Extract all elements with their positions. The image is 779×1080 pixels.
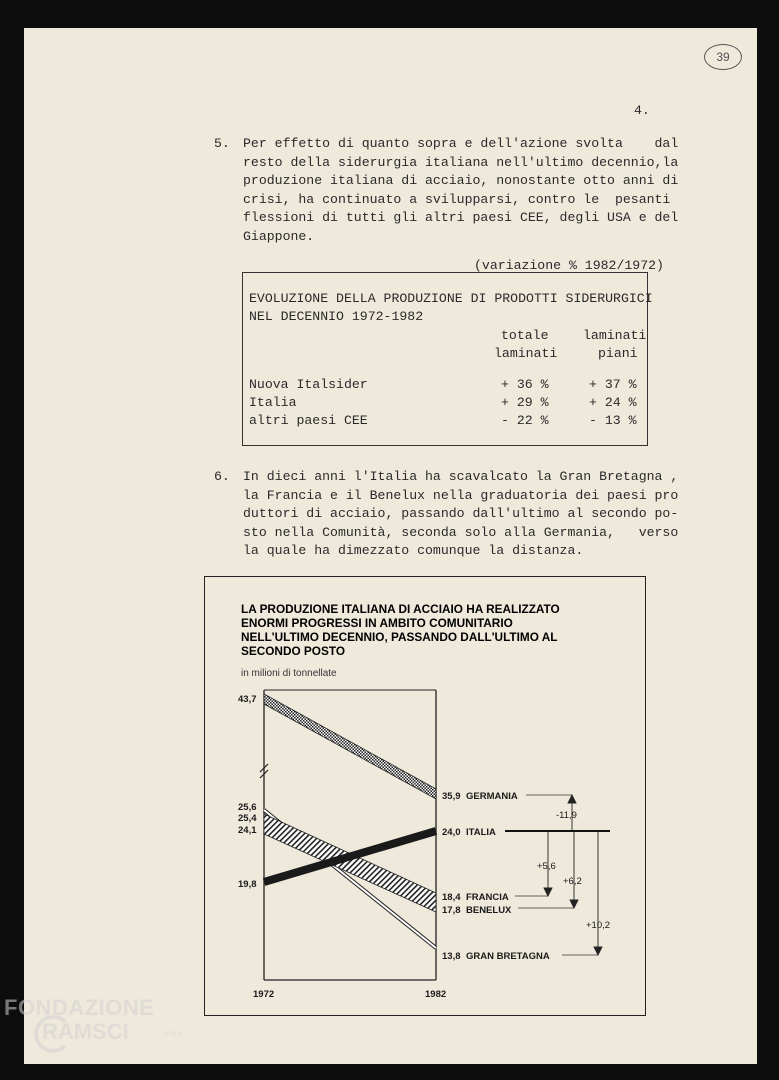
table-cell-flat: - 13 % <box>589 413 637 428</box>
table-title-line2: NEL DECENNIO 1972-1982 <box>249 309 424 324</box>
section-5-line: Giappone. <box>243 229 315 244</box>
chart-title-line: NELL'ULTIMO DECENNIO, PASSANDO DALL'ULTIMO AL <box>241 630 558 644</box>
column-header-total-line2: laminati <box>494 346 558 361</box>
chart-subtitle: in milioni di tonnellate <box>241 668 337 679</box>
start-label-gran-bretagna: 25,6 <box>238 802 257 813</box>
page-number: 4. <box>634 103 650 118</box>
archive-watermark <box>4 995 184 1044</box>
table-row-label: altri paesi CEE <box>249 413 368 428</box>
diff-label-benelux: +6,2 <box>563 876 582 887</box>
section-5-number: 5. <box>214 136 230 151</box>
table-row-label: Nuova Italsider <box>249 377 368 392</box>
diff-arrowhead-gran-bretagna <box>594 947 602 955</box>
column-header-flat-line2: piani <box>598 346 638 361</box>
section-6-number: 6. <box>214 469 230 484</box>
x-label-1982: 1982 <box>425 989 447 1000</box>
table-cell-flat: + 24 % <box>589 395 637 410</box>
table-cell-total: + 36 % <box>501 377 549 392</box>
table-cell-total: - 22 % <box>501 413 549 428</box>
diff-arrowhead-germania <box>568 795 576 803</box>
section-6-line: sto nella Comunità, seconda solo alla Germania, verso <box>243 525 679 540</box>
watermark-sub: onlus <box>164 1029 184 1038</box>
series-band-germania <box>264 694 436 799</box>
diff-arrowhead-francia <box>544 888 552 896</box>
diff-arrowhead-benelux <box>570 900 578 908</box>
end-value-italia: 24,0 <box>442 827 461 838</box>
end-value-gran-bretagna: 13,8 <box>442 951 461 962</box>
end-value-germania: 35,9 <box>442 791 461 802</box>
end-value-francia: 18,4 <box>442 892 461 903</box>
section-5-line: flessioni di tutti gli altri paesi CEE, degli USA e del <box>243 210 679 225</box>
diff-label-francia: +5,6 <box>537 861 556 872</box>
end-name-italia: ITALIA <box>466 827 496 838</box>
table-cell-flat: + 37 % <box>589 377 637 392</box>
section-5-line: Per effetto di quanto sopra e dell'azione svolta dal <box>243 136 679 151</box>
watermark-line2: RAMSCI <box>42 1019 129 1044</box>
chart-title-line: ENORMI PROGRESSI IN AMBITO COMUNITARIO <box>241 616 513 630</box>
end-name-gran-bretagna: GRAN BRETAGNA <box>466 951 550 962</box>
section-5-line: crisi, ha continuato a svilupparsi, contro le pesanti <box>243 192 671 207</box>
start-label-italia: 19,8 <box>238 879 257 890</box>
end-name-germania: GERMANIA <box>466 791 518 802</box>
start-label-germania: 43,7 <box>238 694 257 705</box>
diff-label-germania: -11,9 <box>556 810 577 821</box>
column-header-total-line1: totale <box>501 328 549 343</box>
start-label-francia: 25,4 <box>238 813 257 824</box>
section-5-line: produzione italiana di acciaio, nonostante otto anni di <box>243 173 679 188</box>
watermark-line1: FONDAZIONE <box>4 995 155 1020</box>
chart-title-line: SECONDO POSTO <box>241 644 346 658</box>
end-name-benelux: BENELUX <box>466 905 512 916</box>
start-label-benelux: 24,1 <box>238 825 257 836</box>
chart-title-line: LA PRODUZIONE ITALIANA DI ACCIAIO HA REALIZZATO <box>241 602 560 616</box>
end-value-benelux: 17,8 <box>442 905 461 916</box>
table-cell-total: + 29 % <box>501 395 549 410</box>
table-row-label: Italia <box>249 395 297 410</box>
section-6-line: la Francia e il Benelux nella graduatoria dei paesi pro <box>243 488 679 503</box>
end-name-francia: FRANCIA <box>466 892 509 903</box>
series-band-benelux <box>264 814 436 912</box>
section-6-line: In dieci anni l'Italia ha scavalcato la Gran Bretagna , <box>243 469 679 484</box>
diff-label-gran-bretagna: +10,2 <box>586 920 611 931</box>
section-5-line: resto della siderurgia italiana nell'ultimo decennio,la <box>243 155 679 170</box>
section-6-line: duttori di acciaio, passando dall'ultimo al secondo po- <box>243 506 679 521</box>
table-caption: (variazione % 1982/1972) <box>474 258 664 273</box>
table-title-line1: EVOLUZIONE DELLA PRODUZIONE DI PRODOTTI SIDERURGICI <box>249 291 653 306</box>
column-header-flat-line1: laminati <box>583 328 647 343</box>
section-6-line: la quale ha dimezzato comunque la distanza. <box>243 543 584 558</box>
x-label-1972: 1972 <box>253 989 275 1000</box>
archive-stamp: 39 <box>704 44 742 70</box>
